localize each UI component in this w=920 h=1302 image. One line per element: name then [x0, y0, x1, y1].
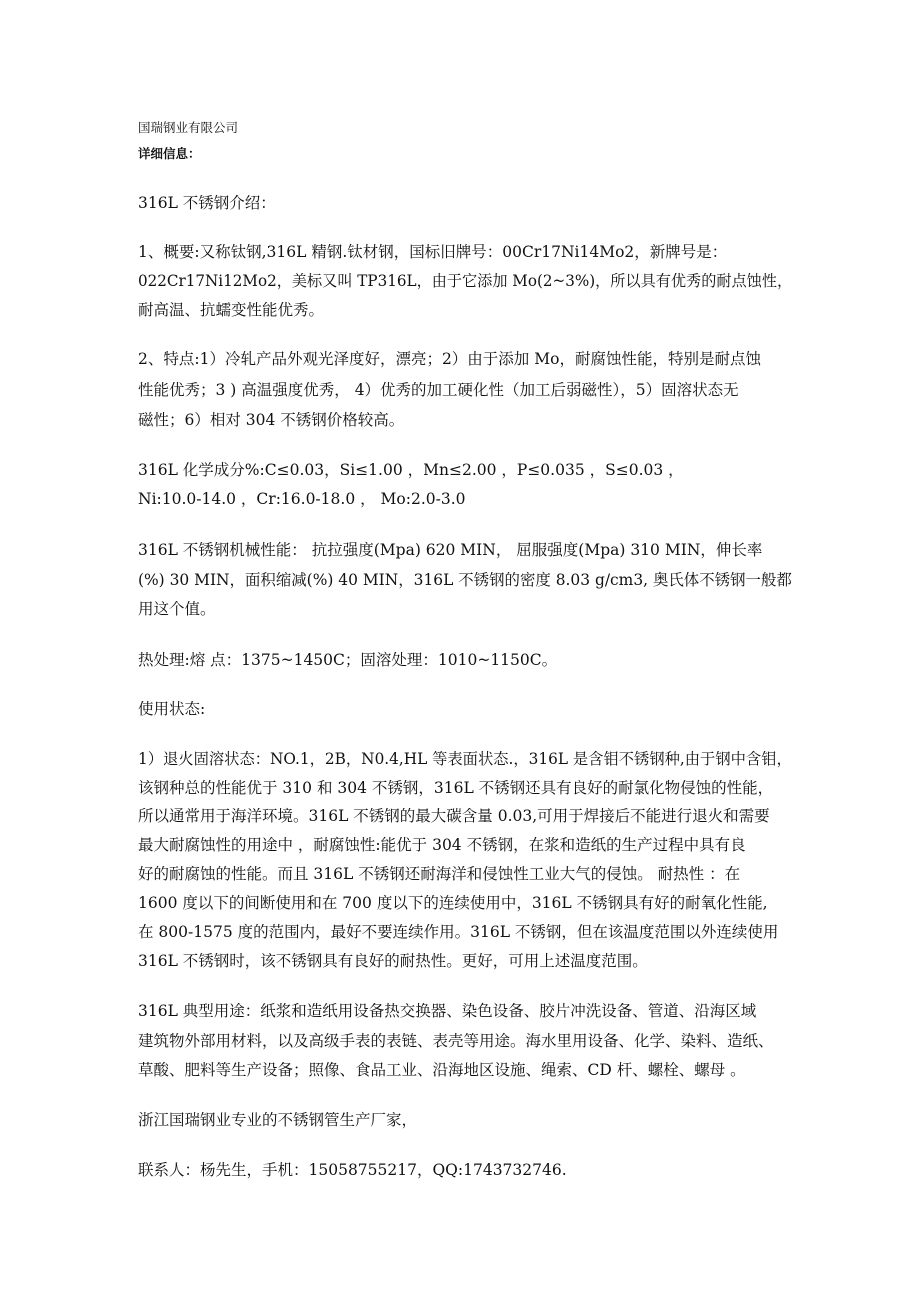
heat-treatment: 热处理:熔 点：1375~1450C；固溶处理：1010~1150C。 [138, 651, 558, 669]
usage-line-1: 1）退火固溶状态：NO.1，2B，N0.4,HL 等表面状态.，316L 是含钼不锈钢种,由于钢中含钼， [138, 750, 792, 768]
document-title: 316L 不锈钢介绍： [138, 194, 276, 212]
chemical-line-1: 316L 化学成分%:C≤0.03，Si≤1.00 ，Mn≤2.00 ，P≤0.035 ，S≤0.03 ， [138, 461, 684, 479]
features-line-1: 2、特点:1）冷轧产品外观光泽度好，漂亮；2）由于添加 Mo，耐腐蚀性能，特别是耐点蚀 [138, 350, 761, 368]
detail-label: 详细信息： [138, 146, 201, 161]
applications-line-2: 建筑物外部用材料，以及高级手表的表链、表壳等用途。海水里用设备、化学、染料、造纸、 [138, 1032, 774, 1050]
manufacturer-note: 浙江国瑞钢业专业的不锈钢管生产厂家， [138, 1111, 418, 1129]
applications-line-1: 316L 典型用途：纸浆和造纸用设备热交换器、染色设备、胶片冲洗设备、管道、沿海区域 [138, 1002, 757, 1020]
applications-line-3: 草酸、肥料等生产设备；照像、食品工业、沿海地区设施、绳索、CD 杆、螺栓、螺母 。 [138, 1061, 746, 1079]
overview-line-1: 1、概要:又称钛钢,316L 精钢.钛材钢，国标旧牌号：00Cr17Ni14Mo2，新牌号是： [138, 243, 728, 261]
features-line-2: 性能优秀；3 ) 高温强度优秀， 4）优秀的加工硬化性（加工后弱磁性），5）固溶状态无 [138, 381, 739, 399]
mechanical-line-3: 用这个值。 [138, 600, 216, 618]
usage-line-7: 在 800-1575 度的范围内，最好不要连续作用。316L 不锈钢，但在该温度范围以外连续使用 [138, 923, 779, 941]
overview-line-2: 022Cr17Ni12Mo2，美标又叫 TP316L，由于它添加 Mo(2~3%)，所以具有优秀的耐点蚀性， [138, 272, 793, 290]
usage-line-8: 316L 不锈钢时，该不锈钢具有良好的耐热性。更好，可用上述温度范围。 [138, 952, 648, 970]
overview-line-3: 耐高温、抗蠕变性能优秀。 [138, 301, 325, 319]
mechanical-line-2: (%) 30 MIN，面积缩减(%) 40 MIN，316L 不锈钢的密度 8.03 g/cm3, 奥氏体不锈钢一般都 [138, 571, 792, 589]
mechanical-line-1: 316L 不锈钢机械性能： 抗拉强度(Mpa) 620 MIN， 屈服强度(Mpa) 310 MIN，伸长率 [138, 541, 763, 559]
chemical-line-2: Ni:10.0-14.0 ，Cr:16.0-18.0 ， Mo:2.0-3.0 [138, 490, 466, 508]
usage-line-4: 最大耐腐蚀性的用途中 ，耐腐蚀性:能优于 304 不锈钢，在浆和造纸的生产过程中具有良 [138, 836, 746, 854]
usage-line-5: 好的耐腐蚀的性能。而且 316L 不锈钢还耐海洋和侵蚀性工业大气的侵蚀。 耐热性 ：在 [138, 865, 741, 883]
features-line-3: 磁性；6）相对 304 不锈钢价格较高。 [138, 411, 405, 429]
contact-info: 联系人：杨先生，手机：15058755217，QQ:1743732746. [138, 1161, 567, 1179]
usage-title: 使用状态: [138, 700, 206, 718]
usage-line-2: 该钢种总的性能优于 310 和 304 不锈钢，316L 不锈钢还具有良好的耐氯化物侵蚀的性能， [138, 779, 774, 797]
usage-line-6: 1600 度以下的间断使用和在 700 度以下的连续使用中，316L 不锈钢具有好的耐氧化性能, [138, 894, 768, 912]
usage-line-3: 所以通常用于海洋环境。316L 不锈钢的最大碳含量 0.03,可用于焊接后不能进行退火和需要 [138, 807, 770, 825]
company-name: 国瑞钢业有限公司 [138, 120, 239, 135]
